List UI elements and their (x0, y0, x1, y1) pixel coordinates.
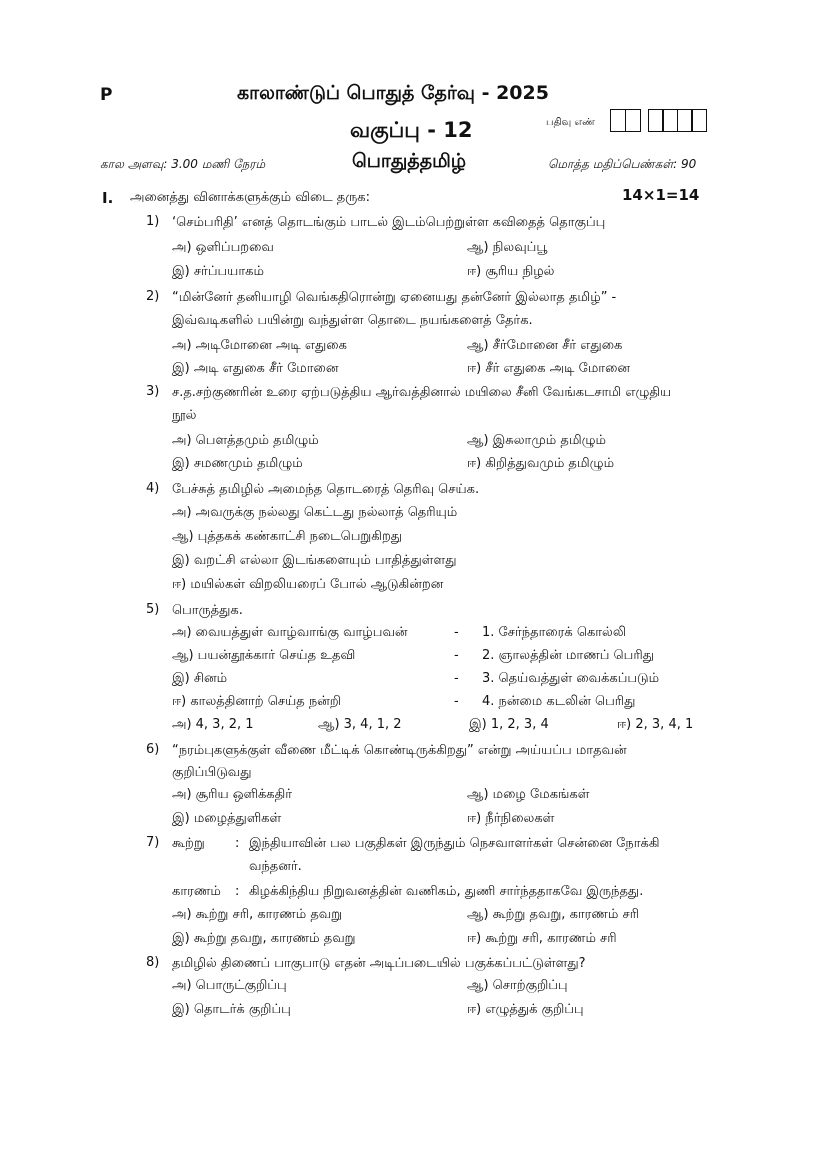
subject-title: பொதுத்தமிழ் (352, 150, 467, 172)
option-b: ஆ) சொற்குறிப்பு (467, 978, 568, 993)
question-text: பொருத்துக. (172, 603, 243, 618)
exam-title: காலாண்டுப் பொதுத் தேர்வு - 2025 (237, 82, 549, 104)
question-text: “மின்னேர் தனியாழி வெங்கதிரொன்று ஏனையது தன்னேர் இல்லாத தமிழ்” - (172, 290, 617, 305)
match-left-item: ஈ) காலத்தினாற் செய்த நன்றி (172, 694, 341, 709)
set-code: P (100, 85, 113, 105)
match-dash: - (454, 648, 459, 663)
option-c: இ) கூற்று தவறு, காரணம் தவறு (172, 931, 356, 946)
option-a: அ) ஒளிப்பறவை (172, 240, 274, 255)
option-d: ஈ) மயில்கள் விறலியரைப் போல் ஆடுகின்றன (172, 577, 444, 592)
option-b: ஆ) சீர்மோனை சீர் எதுகை (467, 338, 623, 353)
total-marks: மொத்த மதிப்பெண்கள்: 90 (548, 157, 697, 171)
question-text-line: குறிப்பிடுவது (172, 765, 252, 780)
option-a: அ) பொருட்குறிப்பு (172, 978, 287, 993)
option-d: ஈ) கூற்று சரி, காரணம் சரி (467, 931, 617, 946)
match-right-item: 3. தெய்வத்துள் வைக்கப்படும் (482, 671, 660, 686)
option-b: ஆ) இசுலாமும் தமிழும் (467, 433, 606, 448)
option-a: அ) கூற்று சரி, காரணம் தவறு (172, 907, 343, 922)
register-box (691, 109, 707, 132)
question-number: 7) (146, 835, 160, 850)
register-number-label: பதிவு எண் (546, 117, 595, 128)
option-d: ஈ) எழுத்துக் குறிப்பு (467, 1002, 584, 1017)
question-text: பேச்சுத் தமிழில் அமைந்த தொடரைத் தெரிவு செய்க. (172, 482, 480, 497)
option-c: இ) தொடர்க் குறிப்பு (172, 1002, 291, 1017)
option-a: அ) அவருக்கு நல்லது கெட்டது நல்லாத் தெரியும் (172, 505, 458, 520)
question-number: 8) (146, 955, 160, 970)
duration: கால அளவு: 3.00 மணி நேரம் (100, 157, 266, 171)
class-label: வகுப்பு - 12 (350, 118, 473, 142)
option-c: இ) அடி எதுகை சீர் மோனை (172, 361, 339, 376)
question-number: 3) (146, 384, 160, 399)
option-c: இ) சர்ப்பயாகம் (172, 264, 264, 279)
assertion-text-line: வந்தனர். (249, 859, 302, 874)
match-right-item: 4. நன்மை கடலின் பெரிது (482, 694, 636, 709)
match-left-item: இ) சினம் (172, 671, 228, 686)
option-b: ஆ) மழை மேகங்கள் (467, 787, 590, 802)
assertion-label: கூற்று (172, 836, 205, 851)
question-number: 2) (146, 289, 160, 304)
option-d: ஈ) சூரிய நிழல் (467, 264, 555, 279)
match-dash: - (454, 671, 459, 686)
option-b: ஆ) நிலவுப்பூ (467, 240, 548, 255)
option-c: இ) வறட்சி எல்லா இடங்களையும் பாதித்துள்ளது (172, 553, 457, 568)
option-b: ஆ) கூற்று தவறு, காரணம் சரி (467, 907, 640, 922)
section-number: I. (102, 189, 114, 207)
assertion-colon: : (235, 836, 240, 851)
match-dash: - (454, 625, 459, 640)
option-d: ஈ) சீர் எதுகை அடி மோனை (467, 361, 630, 376)
question-number: 6) (146, 742, 160, 757)
option-a: அ) பௌத்தமும் தமிழும் (172, 433, 319, 448)
question-text: “நரம்புகளுக்குள் வீணை மீட்டிக் கொண்டிருக்கிறது” என்று அய்யப்ப மாதவன் (172, 743, 627, 758)
option-a: அ) சூரிய ஒளிக்கதிர் (172, 787, 293, 802)
register-number-boxes (610, 109, 706, 132)
option-c: இ) மழைத்துளிகள் (172, 811, 282, 826)
reason-colon: : (235, 884, 240, 899)
option-d: ஈ) கிறித்துவமும் தமிழும் (467, 456, 615, 471)
question-number: 5) (146, 602, 160, 617)
question-text: ‘செம்பரிதி’ எனத் தொடங்கும் பாடல் இடம்பெற்றுள்ள கவிதைத் தொகுப்பு (172, 215, 606, 230)
question-text: தமிழில் திணைப் பாகுபாடு எதன் அடிப்படையில் பகுக்கப்பட்டுள்ளது? (172, 956, 586, 971)
reason-text: கிழக்கிந்திய நிறுவனத்தின் வணிகம், துணி சார்ந்ததாகவே இருந்தது. (249, 884, 644, 899)
option-a: அ) அடிமோனை அடி எதுகை (172, 338, 347, 353)
match-right-item: 2. ஞாலத்தின் மாணப் பெரிது (482, 648, 654, 663)
match-left-item: அ) வையத்துள் வாழ்வாங்கு வாழ்பவன் (172, 625, 408, 640)
question-number: 4) (146, 481, 160, 496)
question-text-line: நூல் (172, 408, 197, 423)
match-left-item: ஆ) பயன்தூக்கார் செய்த உதவி (172, 648, 356, 663)
question-number: 1) (146, 214, 160, 229)
section-marks: 14×1=14 (622, 186, 700, 204)
option-a: அ) 4, 3, 2, 1 (172, 717, 254, 732)
option-c: இ) 1, 2, 3, 4 (469, 717, 549, 732)
option-c: இ) சமணமும் தமிழும் (172, 456, 303, 471)
question-text: ச.த.சற்குணரின் உரை ஏற்படுத்திய ஆர்வத்தினால் மயிலை சீனி வேங்கடசாமி எழுதிய (172, 385, 672, 400)
match-right-item: 1. சேர்ந்தாரைக் கொல்லி (482, 625, 627, 640)
option-b: ஆ) புத்தகக் கண்காட்சி நடைபெறுகிறது (172, 529, 403, 544)
option-d: ஈ) நீர்நிலைகள் (467, 811, 555, 826)
option-b: ஆ) 3, 4, 1, 2 (318, 717, 402, 732)
assertion-text: இந்தியாவின் பல பகுதிகள் இருந்தும் நெசவாளர்கள் சென்னை நோக்கி (249, 836, 660, 851)
question-text-line: இவ்வடிகளில் பயின்று வந்துள்ள தொடை நயங்களைத் தேர்க. (172, 313, 533, 328)
reason-label: காரணம் (172, 884, 221, 899)
match-dash: - (454, 694, 459, 709)
register-box (625, 109, 641, 132)
section-instruction: அனைத்து வினாக்களுக்கும் விடை தருக: (130, 190, 370, 205)
option-d: ஈ) 2, 3, 4, 1 (617, 717, 694, 732)
